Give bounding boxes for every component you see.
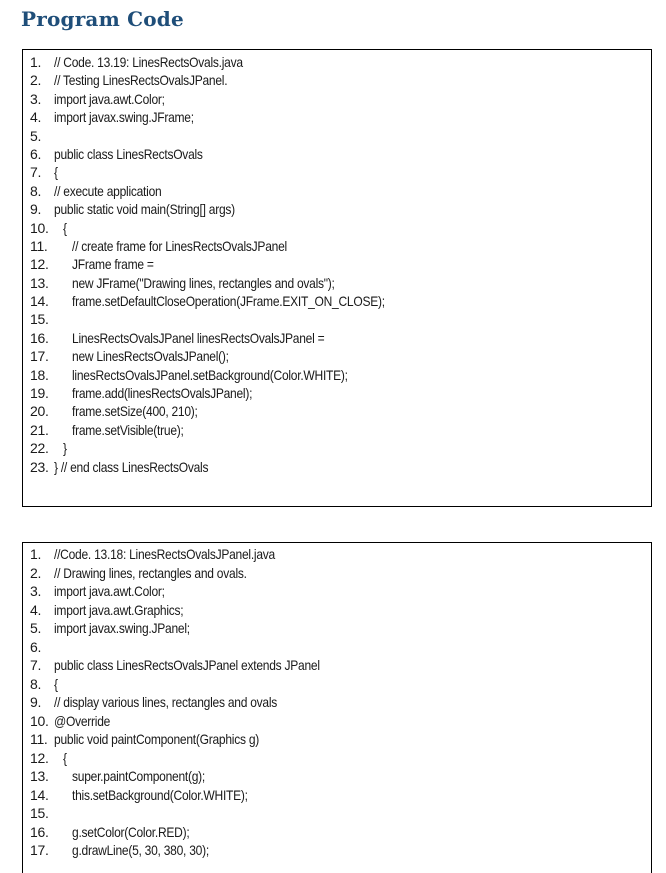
code-line <box>30 329 651 347</box>
code-line <box>30 619 651 638</box>
code-text: } // end class LinesRectsOvals <box>54 458 209 475</box>
code-text: // execute application <box>54 182 162 199</box>
code-lines <box>30 545 651 860</box>
code-line <box>30 163 651 181</box>
code-line <box>30 53 651 71</box>
line-number: 17. <box>30 842 49 858</box>
line-number: 13. <box>30 768 49 784</box>
code-text: // Testing LinesRectsOvalsJPanel. <box>54 72 228 89</box>
line-number: 12. <box>30 749 49 766</box>
code-line <box>30 582 651 601</box>
code-text: { <box>63 219 67 236</box>
code-text: linesRectsOvalsJPanel.setBackground(Color.WHITE); <box>72 366 348 383</box>
code-text: g.setColor(Color.RED); <box>72 823 190 840</box>
code-line <box>30 108 651 126</box>
code-text: frame.add(linesRectsOvalsJPanel); <box>72 385 253 402</box>
code-line <box>30 71 651 89</box>
line-number: 10. <box>30 219 49 236</box>
code-block-lines-rects-ovals <box>22 49 652 507</box>
line-number: 19. <box>30 385 49 402</box>
line-number: 1. <box>30 546 42 562</box>
line-number: 7. <box>30 657 42 673</box>
code-line <box>30 200 651 218</box>
line-number: 16. <box>30 823 49 840</box>
code-line <box>30 237 651 255</box>
code-line <box>30 127 651 145</box>
code-text: public void paintComponent(Graphics g) <box>54 731 260 747</box>
line-number: 7. <box>30 164 42 181</box>
code-line <box>30 564 651 583</box>
page-title: Program Code <box>21 7 184 31</box>
code-line <box>30 384 651 402</box>
code-line <box>30 767 651 786</box>
code-line <box>30 545 651 564</box>
code-text: // Drawing lines, rectangles and ovals. <box>54 564 247 581</box>
line-number: 20. <box>30 403 49 420</box>
code-text: // Code. 13.19: LinesRectsOvals.java <box>54 54 243 70</box>
line-number: 21. <box>30 421 49 438</box>
line-number: 12. <box>30 256 49 273</box>
line-number: 23. <box>30 458 49 475</box>
code-line <box>30 145 651 163</box>
code-line <box>30 439 651 457</box>
code-line <box>30 274 651 292</box>
code-line <box>30 458 651 476</box>
line-number: 4. <box>30 109 42 126</box>
code-text: frame.setVisible(true); <box>72 421 184 438</box>
code-line <box>30 823 651 842</box>
code-text: @Override <box>54 712 111 729</box>
code-text: import java.awt.Color; <box>54 90 165 107</box>
code-text: new LinesRectsOvalsJPanel(); <box>72 348 229 365</box>
line-number: 6. <box>30 638 42 655</box>
code-line <box>30 292 651 310</box>
code-text: { <box>54 164 58 181</box>
code-text: import java.awt.Graphics; <box>54 601 184 618</box>
code-line <box>30 310 651 328</box>
code-text: public class LinesRectsOvalsJPanel extends JPanel <box>54 657 320 673</box>
code-text: this.setBackground(Color.WHITE); <box>72 786 248 803</box>
code-text: //Code. 13.18: LinesRectsOvalsJPanel.java <box>54 546 275 562</box>
code-text: { <box>54 675 58 692</box>
code-line <box>30 601 651 620</box>
line-number: 2. <box>30 72 42 89</box>
line-number: 11. <box>30 731 48 747</box>
line-number: 3. <box>30 90 42 107</box>
code-lines <box>30 53 651 476</box>
line-number: 5. <box>30 620 42 636</box>
line-number: 9. <box>30 694 42 710</box>
code-text: LinesRectsOvalsJPanel linesRectsOvalsJPanel = <box>72 329 325 346</box>
code-text: // display various lines, rectangles and ovals <box>54 694 278 710</box>
code-text: } <box>63 440 67 457</box>
code-line <box>30 693 651 712</box>
code-text: g.drawLine(5, 30, 380, 30); <box>72 842 209 858</box>
line-number: 2. <box>30 564 42 581</box>
line-number: 4. <box>30 601 42 618</box>
code-text: import javax.swing.JPanel; <box>54 620 190 636</box>
line-number: 13. <box>30 274 49 291</box>
code-text: import java.awt.Color; <box>54 583 165 599</box>
code-line <box>30 182 651 200</box>
code-line <box>30 712 651 731</box>
line-number: 14. <box>30 293 49 310</box>
code-text: frame.setSize(400, 210); <box>72 403 198 420</box>
code-line <box>30 90 651 108</box>
code-line <box>30 638 651 657</box>
line-number: 14. <box>30 786 49 803</box>
line-number: 15. <box>30 805 49 821</box>
code-line <box>30 841 651 860</box>
code-line <box>30 656 651 675</box>
code-text: super.paintComponent(g); <box>72 768 206 784</box>
code-line <box>30 749 651 768</box>
code-text: new JFrame("Drawing lines, rectangles and ovals"); <box>72 274 335 291</box>
code-line <box>30 366 651 384</box>
code-line <box>30 219 651 237</box>
code-line <box>30 421 651 439</box>
code-text: frame.setDefaultCloseOperation(JFrame.EXIT_ON_CLOSE); <box>72 293 385 310</box>
line-number: 16. <box>30 329 49 346</box>
line-number: 6. <box>30 145 42 162</box>
line-number: 15. <box>30 311 49 328</box>
line-number: 1. <box>30 54 42 70</box>
code-text: import javax.swing.JFrame; <box>54 109 194 126</box>
code-text: // create frame for LinesRectsOvalsJPanel <box>72 237 287 254</box>
line-number: 17. <box>30 348 49 365</box>
line-number: 3. <box>30 583 42 599</box>
line-number: 18. <box>30 366 49 383</box>
code-text: JFrame frame = <box>72 256 154 273</box>
line-number: 9. <box>30 201 42 218</box>
code-line <box>30 255 651 273</box>
code-text: { <box>63 749 67 766</box>
code-line <box>30 804 651 823</box>
code-text: public static void main(String[] args) <box>54 201 235 218</box>
code-line <box>30 786 651 805</box>
line-number: 5. <box>30 127 42 144</box>
code-block-lines-rects-ovals-jpanel <box>22 542 652 873</box>
code-line <box>30 730 651 749</box>
code-line <box>30 675 651 694</box>
line-number: 10. <box>30 712 49 729</box>
line-number: 22. <box>30 440 49 457</box>
code-line <box>30 347 651 365</box>
code-text: public class LinesRectsOvals <box>54 145 203 162</box>
line-number: 8. <box>30 182 42 199</box>
code-line <box>30 402 651 420</box>
line-number: 8. <box>30 675 42 692</box>
line-number: 11. <box>30 237 48 254</box>
